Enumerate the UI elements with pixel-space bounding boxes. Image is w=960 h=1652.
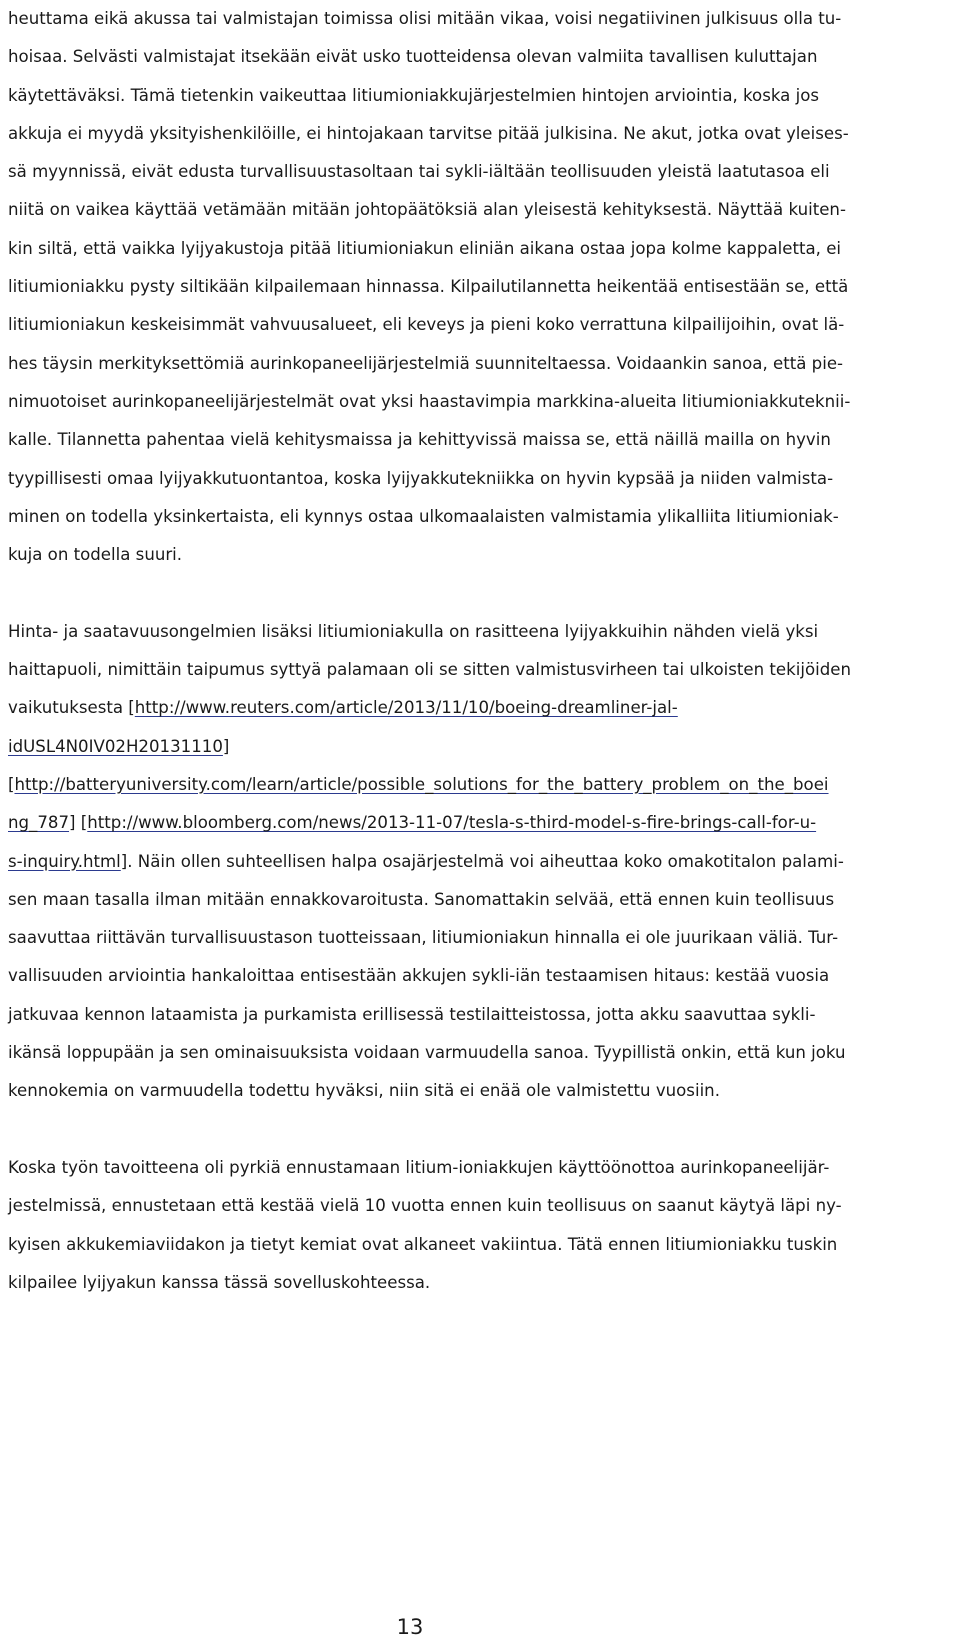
text-line: saavuttaa riittävän turvallisuustason tuotteissaan, litiumioniakun hinnalla ei ole juurikaan väliä. Tur- (8, 928, 839, 948)
paragraph-2 (8, 613, 953, 1111)
text-fragment: vaikutuksesta [ (8, 698, 135, 718)
text-line: niitä on vaikea käyttää vetämään mitään johtopäätöksiä alan yleisestä kehityksestä. Näyttää kuiten- (8, 200, 846, 220)
paragraph-gap (8, 1111, 953, 1149)
page-number: 13 (396, 1615, 424, 1639)
text-line: heuttama eikä akussa tai valmistajan toimissa olisi mitään vikaa, voisi negatiivinen julkisuus olla tu- (8, 9, 842, 28)
reuters-link-continued[interactable]: idUSL4N0IV02H20131110 (8, 736, 223, 756)
text-fragment: [ (8, 774, 15, 794)
batteryuniversity-link-continued[interactable]: ng_787 (8, 813, 70, 833)
batteryuniversity-link[interactable]: http://batteryuniversity.com/learn/article/possible_solutions_for_the_battery_problem_on_the_boei (14, 774, 829, 794)
text-line: Koska työn tavoitteena oli pyrkiä ennustamaan litium-ioniakkujen käyttöönottoa aurinkopaneelijär- (8, 1157, 830, 1177)
text-line: kin siltä, että vaikka lyijyakustoja pitää litiumioniakun eliniän aikana ostaa jopa kolme kappaletta, ei (8, 238, 842, 258)
text-line (8, 804, 953, 842)
text-line: kyisen akkukemiaviidakon ja tietyt kemiat ovat alkaneet vakiintua. Tätä ennen litiumioniakku tuskin (8, 1234, 838, 1254)
text-line: minen on todella yksinkertaista, eli kynnys ostaa ulkomaalaisten valmistamia ylikalliita litiumioniak- (8, 506, 839, 526)
text-line (8, 689, 953, 727)
text-line: hoisaa. Selvästi valmistajat itsekään eivät usko tuotteidensa olevan valmiita tavallisen kuluttajan (8, 47, 818, 67)
text-line: litiumioniakku pysty siltikään kilpailemaan hinnassa. Kilpailutilannetta heikentää entisestään se, että (8, 277, 849, 297)
paragraph-3 (8, 1149, 953, 1302)
text-line: akkuja ei myydä yksityishenkilöille, ei hintojakaan tarvitse pitää julkisina. Ne akut, jotka ovat yleises- (8, 123, 849, 143)
document-body (8, 0, 953, 1302)
text-line: kuja on todella suuri. (8, 545, 183, 565)
text-line (8, 766, 953, 804)
text-line: käytettäväksi. Tämä tietenkin vaikeuttaa litiumioniakkujärjestelmien hintojen arviointia, koska jos (8, 85, 820, 105)
text-fragment: ] [ (69, 813, 88, 833)
text-line: vallisuuden arviointia hankaloittaa entisestään akkujen sykli-iän testaamisen hitaus: kestää vuosia (8, 966, 830, 986)
text-line: Hinta- ja saatavuusongelmien lisäksi litiumioniakulla on rasitteena lyijyakkuihin nähden vielä yksi (8, 621, 819, 641)
text-line: sä myynnissä, eivät edusta turvallisuustasoltaan tai sykli-iältään teollisuuden yleistä laatutasoa eli (8, 162, 830, 182)
paragraph-gap (8, 574, 953, 612)
text-line: tyypillisesti omaa lyijyakkutuontantoa, koska lyijyakkutekniikka on hyvin kypsää ja niiden valmista- (8, 468, 834, 488)
text-line (8, 843, 953, 881)
text-line: ikänsä loppupään ja sen ominaisuuksista voidaan varmuudella sanoa. Tyypillistä onkin, että kun joku (8, 1043, 846, 1063)
text-line: hes täysin merkityksettömiä aurinkopaneelijärjestelmiä suunniteltaessa. Voidaankin sanoa, että pie- (8, 353, 844, 373)
text-line: kilpailee lyijyakun kanssa tässä sovelluskohteessa. (8, 1272, 431, 1292)
text-line: nimuotoiset aurinkopaneelijärjestelmät ovat yksi haastavimpia markkina-alueita litiumioniakkuteknii- (8, 391, 851, 411)
text-line (8, 728, 953, 766)
text-line: litiumioniakun keskeisimmät vahvuusalueet, eli keveys ja pieni koko verrattuna kilpailijoihin, ovat lä- (8, 315, 845, 335)
bloomberg-link-continued[interactable]: s-inquiry.html (8, 851, 121, 871)
text-line: haittapuoli, nimittäin taipumus syttyä palamaan oli se sitten valmistusvirheen tai ulkoisten tekijöiden (8, 660, 851, 680)
text-line: kalle. Tilannetta pahentaa vielä kehitysmaissa ja kehittyvissä maissa se, että näillä mailla on hyvin (8, 430, 831, 450)
text-line: jestelmissä, ennustetaan että kestää vielä 10 vuotta ennen kuin teollisuus on saanut käytyä läpi ny- (8, 1196, 842, 1216)
reuters-link[interactable]: http://www.reuters.com/article/2013/11/10/boeing-dreamliner-jal- (134, 698, 678, 718)
text-line: kennokemia on varmuudella todettu hyväksi, niin sitä ei enää ole valmistettu vuosiin. (8, 1081, 720, 1101)
text-fragment: ]. Näin ollen suhteellisen halpa osajärjestelmä voi aiheuttaa koko omakotitalon palami- (120, 851, 844, 871)
paragraph-1 (8, 0, 953, 574)
bloomberg-link[interactable]: http://www.bloomberg.com/news/2013-11-07/tesla-s-third-model-s-fire-brings-call-for-u- (87, 813, 817, 833)
text-fragment: ] (222, 736, 230, 756)
text-line: sen maan tasalla ilman mitään ennakkovaroitusta. Sanomattakin selvää, että ennen kuin teollisuus (8, 889, 835, 909)
text-line: jatkuvaa kennon lataamista ja purkamista erillisessä testilaitteistossa, jotta akku saavuttaa sykli- (8, 1004, 816, 1024)
